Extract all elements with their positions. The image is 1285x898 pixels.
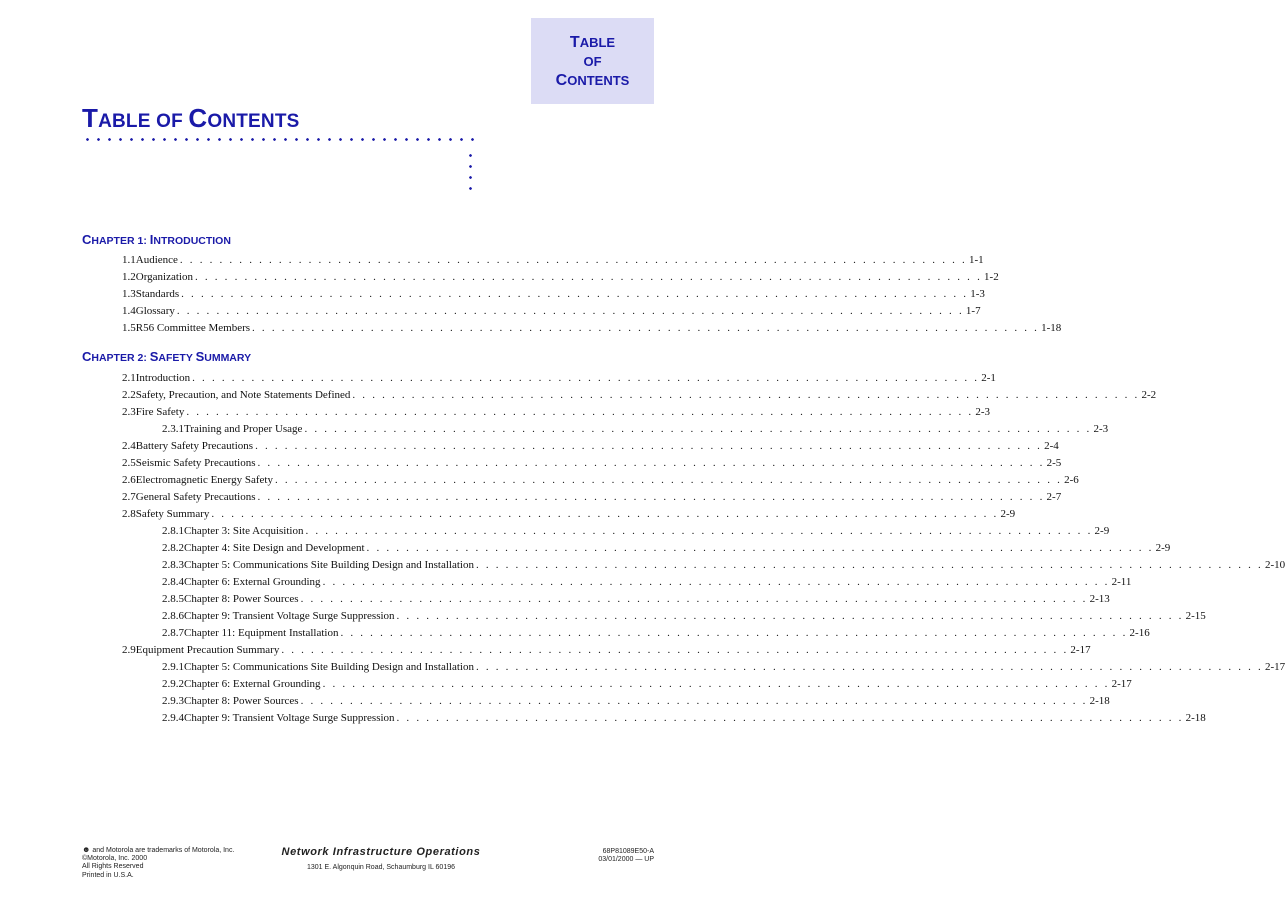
toc-entry-number: 2.2	[122, 389, 136, 401]
toc-entry-number: 2.8.2	[162, 542, 184, 554]
toc-entry[interactable]	[122, 455, 1062, 472]
toc-entry-label: Battery Safety Precautions	[135, 440, 254, 452]
motorola-logo-icon: ☻	[82, 845, 91, 854]
toc-dot-leader: . . . . . . . . . . . . . . . . . . . . . . . . . . . . . . . . . . . . . . . . . . . . . . . . . . . . . . . . . . . . . . . . . . . . . . . . . . . . . . . .	[211, 508, 999, 520]
toc-entry[interactable]	[162, 608, 1206, 625]
toc-entry-number: 2.8.4	[162, 576, 184, 588]
toc-entry[interactable]	[162, 540, 1171, 557]
toc-entry-number: 2.8.7	[162, 627, 184, 639]
toc-entry[interactable]	[122, 438, 1059, 455]
toc-entry[interactable]	[122, 642, 1091, 659]
toc-entry-page: 2-4	[1044, 440, 1059, 452]
toc-entry-label: Seismic Safety Precautions	[135, 457, 256, 469]
toc-entry-page: 2-5	[1046, 457, 1062, 469]
toc-entry-number: 2.5	[122, 457, 136, 469]
footer-left	[82, 846, 234, 880]
toc-entry-label: Chapter 5: Communications Site Building Design and Installation	[184, 661, 474, 673]
toc-entry-label: Chapter 11: Equipment Installation	[184, 627, 339, 639]
footer-center-title: Network Infrastructure Operations	[281, 846, 481, 858]
toc-entry-label: Introduction	[135, 372, 191, 384]
toc-entry-label: Glossary	[135, 305, 175, 317]
toc-dot-leader: . . . . . . . . . . . . . . . . . . . . . . . . . . . . . . . . . . . . . . . . . . . . . . . . . . . . . . . . . . . . . . . . . . . . . . . . . . . . . . . .	[300, 593, 1088, 605]
toc-entry-number: 1.2	[122, 271, 136, 283]
toc-entry-number: 1.4	[122, 305, 136, 317]
toc-entry-page: 2-13	[1089, 593, 1110, 605]
toc-entry-page: 2-17	[1265, 661, 1285, 673]
title-dotted-rule	[82, 138, 474, 141]
toc-entry-number: 2.8.1	[162, 525, 184, 537]
toc-entry[interactable]	[162, 710, 1206, 727]
toc-entry-label: Audience	[135, 254, 178, 266]
toc-entry-label: Chapter 3: Site Acquisition	[184, 525, 304, 537]
toc-dot-leader: . . . . . . . . . . . . . . . . . . . . . . . . . . . . . . . . . . . . . . . . . . . . . . . . . . . . . . . . . . . . . . . . . . . . . . . . . . . . . . . .	[181, 288, 969, 300]
toc-entry-label: Chapter 6: External Grounding	[184, 678, 321, 690]
toc-entry-label: Chapter 9: Transient Voltage Surge Suppression	[184, 712, 395, 724]
toc-dot-leader: . . . . . . . . . . . . . . . . . . . . . . . . . . . . . . . . . . . . . . . . . . . . . . . . . . . . . . . . . . . . . . . . . . . . . . . . . . . . . . . .	[366, 542, 1154, 554]
toc-dot-leader: . . . . . . . . . . . . . . . . . . . . . . . . . . . . . . . . . . . . . . . . . . . . . . . . . . . . . . . . . . . . . . . . . . . . . . . . . . . . . . . .	[322, 678, 1110, 690]
toc-entry-number: 2.9.3	[162, 695, 184, 707]
toc-dot-leader: . . . . . . . . . . . . . . . . . . . . . . . . . . . . . . . . . . . . . . . . . . . . . . . . . . . . . . . . . . . . . . . . . . . . . . . . . . . . . . . .	[300, 695, 1088, 707]
toc-entry-number: 2.9.1	[162, 661, 184, 673]
section-tab-line-3: CONTENTS	[555, 71, 630, 89]
toc-entry-number: 1.5	[122, 322, 136, 334]
toc-entry[interactable]	[122, 370, 996, 387]
page-title: TABLE OF CONTENTS	[82, 103, 300, 133]
section-tab-line-1: TABLE	[569, 33, 616, 51]
toc-entry-label: Training and Proper Usage	[184, 423, 303, 435]
toc-entry-label: R56 Committee Members	[135, 322, 251, 334]
toc-entry-page: 2-9	[1094, 525, 1110, 537]
toc-entry[interactable]	[122, 489, 1062, 506]
toc-entry-page: 2-9	[1155, 542, 1171, 554]
toc-entry-number: 2.3.1	[162, 423, 184, 435]
toc-entry-label: Chapter 5: Communications Site Building Design and Installation	[184, 559, 474, 571]
toc-entry[interactable]	[162, 574, 1132, 591]
toc-entry-number: 1.3	[122, 288, 136, 300]
toc-dot-leader: . . . . . . . . . . . . . . . . . . . . . . . . . . . . . . . . . . . . . . . . . . . . . . . . . . . . . . . . . . . . . . . . . . . . . . . . . . . . . . . .	[192, 372, 980, 384]
toc-entry[interactable]	[122, 252, 984, 269]
section-tab	[531, 18, 654, 104]
toc-dot-leader: . . . . . . . . . . . . . . . . . . . . . . . . . . . . . . . . . . . . . . . . . . . . . . . . . . . . . . . . . . . . . . . . . . . . . . . . . . . . . . . .	[281, 644, 1069, 656]
toc-entry-page: 1-2	[984, 271, 999, 283]
footer-right	[598, 848, 654, 864]
toc-dot-leader: . . . . . . . . . . . . . . . . . . . . . . . . . . . . . . . . . . . . . . . . . . . . . . . . . . . . . . . . . . . . . . . . . . . . . . . . . . . . . . . .	[194, 271, 983, 283]
toc-dot-leader: . . . . . . . . . . . . . . . . . . . . . . . . . . . . . . . . . . . . . . . . . . . . . . . . . . . . . . . . . . . . . . . . . . . . . . . . . . . . . . . .	[176, 305, 964, 317]
toc-entry-page: 1-7	[965, 305, 981, 317]
toc-entry[interactable]	[122, 303, 981, 320]
footer-copyright: ©Motorola, Inc. 2000	[82, 855, 148, 863]
toc-dot-leader: . . . . . . . . . . . . . . . . . . . . . . . . . . . . . . . . . . . . . . . . . . . . . . . . . . . . . . . . . . . . . . . . . . . . . . . . . . . . . . . .	[179, 254, 967, 266]
toc-entry-label: General Safety Precautions	[135, 491, 256, 503]
toc-entry-label: Electromagnetic Energy Safety	[135, 474, 273, 486]
toc-entry-page: 2-7	[1046, 491, 1062, 503]
toc-dot-leader: . . . . . . . . . . . . . . . . . . . . . . . . . . . . . . . . . . . . . . . . . . . . . . . . . . . . . . . . . . . . . . . . . . . . . . . . . . . . . . . .	[275, 474, 1063, 486]
toc-dot-leader: . . . . . . . . . . . . . . . . . . . . . . . . . . . . . . . . . . . . . . . . . . . . . . . . . . . . . . . . . . . . . . . . . . . . . . . . . . . . . . . .	[340, 627, 1128, 639]
toc-dot-leader: . . . . . . . . . . . . . . . . . . . . . . . . . . . . . . . . . . . . . . . . . . . . . . . . . . . . . . . . . . . . . . . . . . . . . . . . . . . . . . . .	[396, 712, 1184, 724]
toc-dot-leader: . . . . . . . . . . . . . . . . . . . . . . . . . . . . . . . . . . . . . . . . . . . . . . . . . . . . . . . . . . . . . . . . . . . . . . . . . . . . . . . .	[304, 423, 1092, 435]
footer-rights: All Rights Reserved	[82, 863, 144, 871]
title-dotted-column	[469, 150, 472, 192]
toc-entry-page: 2-17	[1070, 644, 1091, 656]
toc-entry-page: 2-6	[1064, 474, 1079, 486]
toc-entry-number: 2.3	[122, 406, 136, 418]
toc-entry[interactable]	[122, 404, 991, 421]
toc-entry-number: 2.8	[122, 508, 136, 520]
toc-dot-leader: . . . . . . . . . . . . . . . . . . . . . . . . . . . . . . . . . . . . . . . . . . . . . . . . . . . . . . . . . . . . . . . . . . . . . . . . . . . . . . . .	[257, 457, 1045, 469]
footer-trademark: and Motorola are trademarks of Motorola, Inc.	[92, 847, 235, 854]
toc-entry-page: 2-18	[1185, 712, 1206, 724]
toc-entry-label: Equipment Precaution Summary	[135, 644, 280, 656]
toc-dot-leader: . . . . . . . . . . . . . . . . . . . . . . . . . . . . . . . . . . . . . . . . . . . . . . . . . . . . . . . . . . . . . . . . . . . . . . . . . . . . . . . .	[352, 389, 1140, 401]
toc-entry[interactable]	[122, 472, 1079, 489]
footer-center	[270, 846, 492, 872]
toc-entry-page: 2-18	[1089, 695, 1110, 707]
toc-entry-label: Chapter 9: Transient Voltage Surge Suppression	[184, 610, 395, 622]
toc-entry-page: 2-2	[1141, 389, 1157, 401]
toc-entry-number: 2.4	[122, 440, 136, 452]
chapter-2-heading: CHAPTER 2: SAFETY SUMMARY	[82, 349, 252, 364]
toc-entry[interactable]	[162, 659, 1285, 676]
footer-doc-date: 03/01/2000 — UP	[598, 856, 654, 864]
toc-entry[interactable]	[162, 557, 1285, 574]
toc-dot-leader: . . . . . . . . . . . . . . . . . . . . . . . . . . . . . . . . . . . . . . . . . . . . . . . . . . . . . . . . . . . . . . . . . . . . . . . . . . . . . . . .	[396, 610, 1184, 622]
toc-entry-number: 2.9.4	[162, 712, 184, 724]
toc-entry-number: 2.6	[122, 474, 136, 486]
toc-entry[interactable]	[122, 269, 999, 286]
toc-entry-number: 2.1	[122, 372, 136, 384]
toc-dot-leader: . . . . . . . . . . . . . . . . . . . . . . . . . . . . . . . . . . . . . . . . . . . . . . . . . . . . . . . . . . . . . . . . . . . . . . . . . . . . . . . .	[186, 406, 974, 418]
toc-entry-label: Chapter 6: External Grounding	[184, 576, 321, 588]
toc-entry[interactable]	[162, 625, 1150, 642]
toc-entry-page: 2-15	[1185, 610, 1206, 622]
toc-entry-number: 2.7	[122, 491, 136, 503]
toc-dot-leader: . . . . . . . . . . . . . . . . . . . . . . . . . . . . . . . . . . . . . . . . . . . . . . . . . . . . . . . . . . . . . . . . . . . . . . . . . . . . . . . .	[305, 525, 1093, 537]
toc-entry-label: Standards	[135, 288, 180, 300]
toc-entry[interactable]	[162, 676, 1132, 693]
footer-doc-number: 68P81089E50-A	[602, 848, 654, 855]
chapter-1-heading: CHAPTER 1: INTRODUCTION	[82, 232, 231, 247]
toc-entry-page: 1-18	[1041, 322, 1062, 334]
toc-entry-number: 2.8.5	[162, 593, 184, 605]
toc-entry[interactable]	[162, 591, 1110, 608]
toc-dot-leader: . . . . . . . . . . . . . . . . . . . . . . . . . . . . . . . . . . . . . . . . . . . . . . . . . . . . . . . . . . . . . . . . . . . . . . . . . . . . . . . .	[475, 559, 1264, 571]
toc-entry[interactable]	[122, 286, 985, 303]
toc-entry-label: Fire Safety	[135, 406, 185, 418]
toc-entry-page: 2-11	[1111, 576, 1132, 588]
toc-entry-label: Chapter 8: Power Sources	[184, 593, 299, 605]
toc-entry-label: Safety, Precaution, and Note Statements Defined	[135, 389, 351, 401]
footer-address: 1301 E. Algonquin Road, Schaumburg IL 60196	[306, 864, 456, 871]
toc-entry-page: 2-17	[1111, 678, 1132, 690]
toc-dot-leader: . . . . . . . . . . . . . . . . . . . . . . . . . . . . . . . . . . . . . . . . . . . . . . . . . . . . . . . . . . . . . . . . . . . . . . . . . . . . . . . .	[257, 491, 1045, 503]
toc-entry-label: Safety Summary	[135, 508, 210, 520]
toc-entry[interactable]	[122, 387, 1157, 404]
footer-printed: Printed in U.S.A.	[82, 871, 134, 879]
toc-entry-number: 2.9.2	[162, 678, 184, 690]
toc-entry-number: 2.8.6	[162, 610, 184, 622]
toc-entry-page: 2-9	[1000, 508, 1016, 520]
toc-entry-page: 1-3	[970, 288, 985, 300]
toc-entry[interactable]	[162, 693, 1110, 710]
toc-entry[interactable]	[162, 523, 1110, 540]
toc-entry-page: 2-16	[1129, 627, 1150, 639]
toc-dot-leader: . . . . . . . . . . . . . . . . . . . . . . . . . . . . . . . . . . . . . . . . . . . . . . . . . . . . . . . . . . . . . . . . . . . . . . . . . . . . . . . .	[252, 322, 1040, 334]
toc-entry-label: Chapter 4: Site Design and Development	[184, 542, 365, 554]
toc-entry-page: 2-3	[975, 406, 991, 418]
toc-entry[interactable]	[162, 421, 1109, 438]
toc-entry-label: Chapter 8: Power Sources	[184, 695, 299, 707]
toc-entry-label: Organization	[135, 271, 193, 283]
toc-entry[interactable]	[122, 320, 1062, 337]
toc-entry-page: 2-1	[981, 372, 996, 384]
page-footer	[82, 846, 654, 882]
toc-entry-page: 2-3	[1093, 423, 1109, 435]
toc-entry-page: 1-1	[968, 254, 984, 266]
toc-dot-leader: . . . . . . . . . . . . . . . . . . . . . . . . . . . . . . . . . . . . . . . . . . . . . . . . . . . . . . . . . . . . . . . . . . . . . . . . . . . . . . . .	[255, 440, 1043, 452]
toc-entry-number: 1.1	[122, 254, 136, 266]
toc-dot-leader: . . . . . . . . . . . . . . . . . . . . . . . . . . . . . . . . . . . . . . . . . . . . . . . . . . . . . . . . . . . . . . . . . . . . . . . . . . . . . . . .	[322, 576, 1110, 588]
toc-entry-number: 2.9	[122, 644, 136, 656]
toc-dot-leader: . . . . . . . . . . . . . . . . . . . . . . . . . . . . . . . . . . . . . . . . . . . . . . . . . . . . . . . . . . . . . . . . . . . . . . . . . . . . . . . .	[475, 661, 1264, 673]
toc-entry-number: 2.8.3	[162, 559, 184, 571]
toc-entry[interactable]	[122, 506, 1016, 523]
toc-entry-page: 2-10	[1265, 559, 1285, 571]
section-tab-line-2: OF	[583, 53, 602, 69]
